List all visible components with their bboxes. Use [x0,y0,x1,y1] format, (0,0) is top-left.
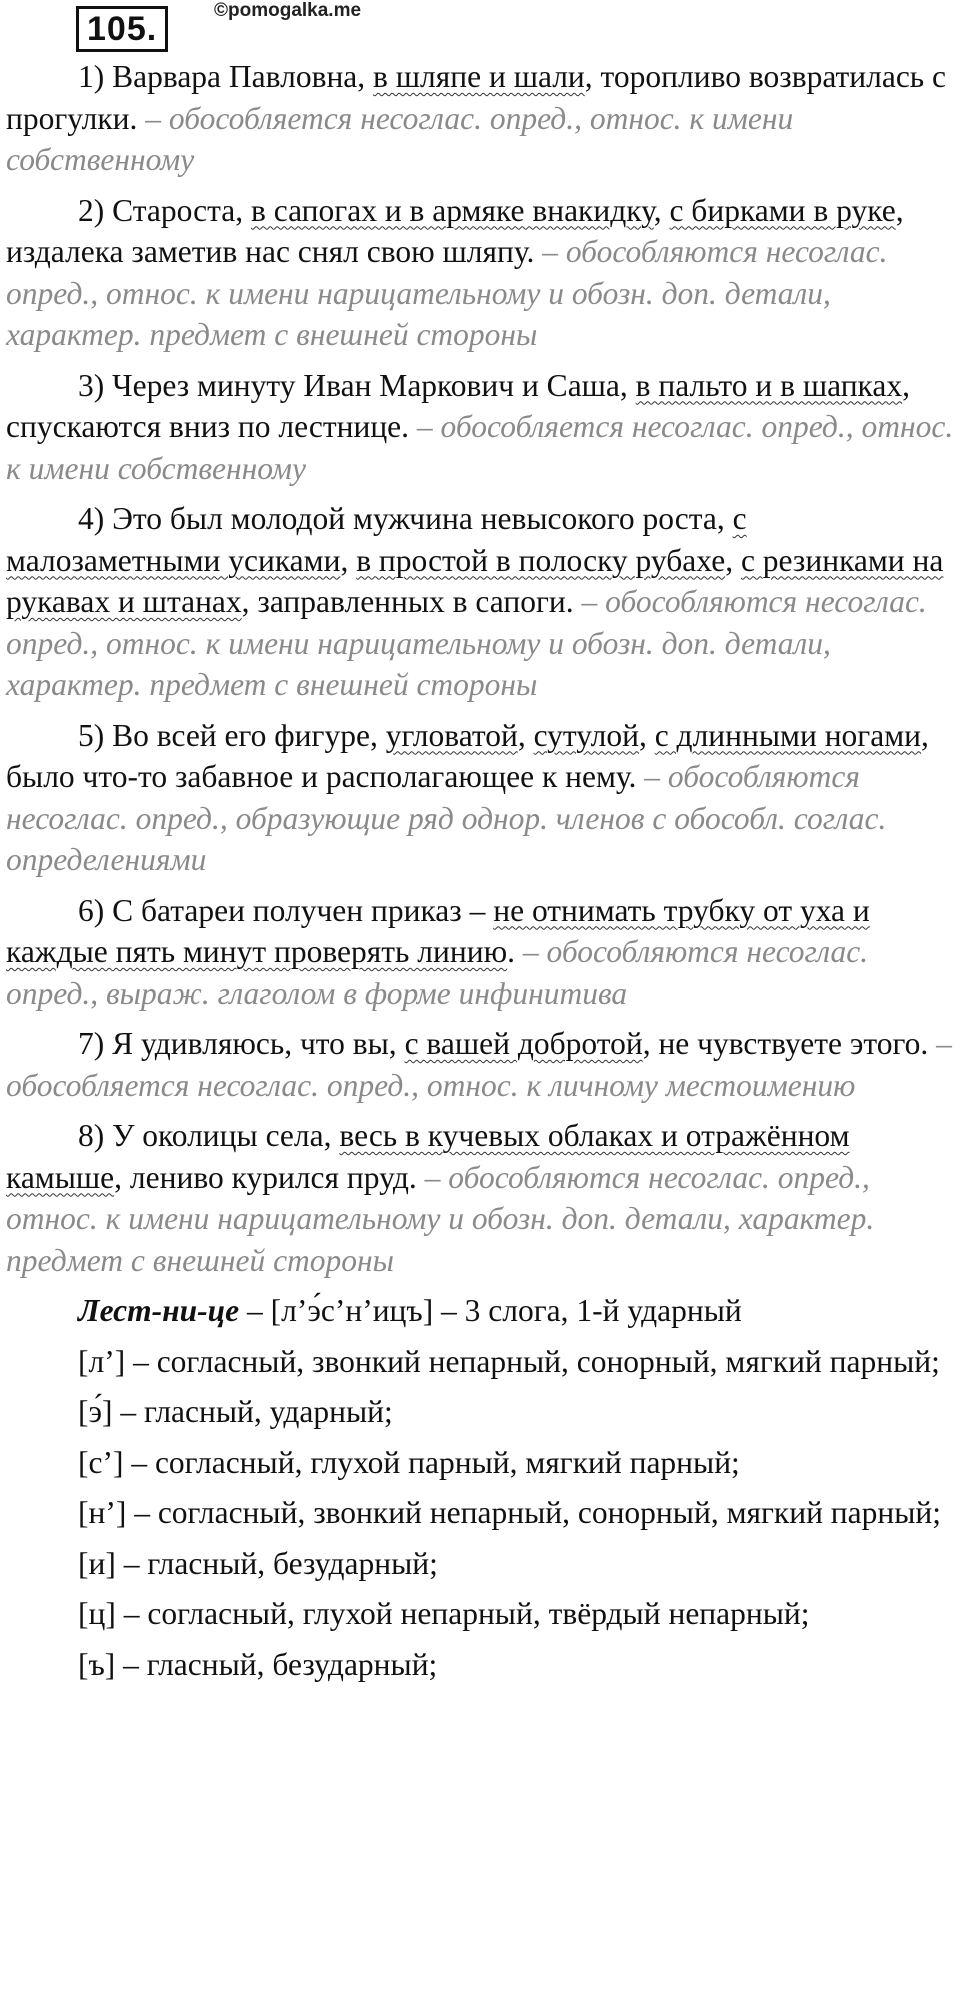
underlined-phrase: с длинными ногами [654,717,921,753]
underlined-phrase: в пальто и в шапках [635,367,903,403]
sentence-text: Это был молодой мужчина невысокого роста, [112,501,733,536]
sentence-2 [6,190,954,356]
item-number: 2) [78,192,105,228]
sentence-text: , [638,717,655,753]
sentence-text: , заправленных в сапоги. [241,584,582,619]
underlined-phrase: не отнимать трубку от уха и каждые пять минут проверять линию [6,892,870,969]
underlined-phrase: с малозаметными усиками [6,501,747,578]
sentence-text: У околицы села, [112,1118,340,1153]
sound-line: [л’] – согласный, звонкий непарный, сонорный, мягкий парный; [78,1343,940,1379]
item-number: 1) [78,59,105,94]
underlined-phrase: весь в кучевых облаках и отражённом камыше [6,1118,850,1195]
underlined-phrase: угловатой [385,717,518,753]
item-number: 6) [78,892,105,928]
sound-line: [э́] – гласный, ударный; [78,1394,393,1429]
sound-line: [ъ] – гласный, безударный; [78,1646,438,1682]
sentence-text: Я удивляюсь, что вы, [112,1026,405,1061]
underlined-phrase: в шляпе и шали [373,59,585,94]
sentence-8 [6,1115,954,1281]
item-number: 4) [78,501,105,536]
watermark: ©pomogalka.me [214,0,362,21]
item-number: 7) [78,1026,105,1061]
underlined-phrase: с вашей добротой [404,1026,643,1061]
grammar-comment: – обособляется несоглас. опред., относ. к имени собственному [6,409,954,486]
content [6,56,954,1694]
item-number: 8) [78,1118,105,1153]
analyzed-word: Лест-ни-це [78,1293,240,1328]
header [0,0,960,60]
sentence-text: . [507,934,523,969]
sound-line: [и] – гласный, безударный; [78,1545,438,1581]
sentence-1 [6,56,954,181]
sentence-text: , было что-то забавное и располагающее к нему. [6,717,929,794]
underlined-phrase: в простой в полоску рубахе [356,542,726,578]
item-number: 3) [78,367,105,403]
sentence-text: , не чувствуете этого. [642,1026,937,1061]
underlined-phrase: с бирками в руке [669,192,896,228]
sentence-text: , [517,717,534,753]
transcription: – [л’э́с’н’ицъ] – 3 слога, 1-й ударный [239,1293,742,1328]
sentence-text: , лениво курился пруд. [114,1159,425,1195]
sound-line: [ц] – согласный, глухой непарный, твёрдый непарный; [78,1596,810,1631]
grammar-comment: – обособляются несоглас. опред., относ. к имени нарицательному и обозн. доп. детали, характер. предмет с внешней стороны [6,1159,875,1278]
sentence-4 [6,498,954,706]
phonetic-analysis-heading [6,1290,954,1332]
sentence-text: , [653,192,670,228]
sentence-text: , спускаются вниз по лестнице. [6,367,910,444]
grammar-comment: – обособляются несоглас. опред., выраж. глаголом в форме инфинитива [6,934,869,1011]
sound-line: [н’] – согласный, звонкий непарный, сонорный, мягкий парный; [78,1495,942,1530]
sentence-text: , [725,542,741,578]
sound-line: [с’] – согласный, глухой парный, мягкий парный; [78,1444,740,1480]
grammar-comment: – обособляются несоглас. опред., относ. к имени нарицательному и обозн. доп. детали, характер. предмет с внешней стороны [6,234,888,352]
sentence-text: С батареи получен приказ – [112,892,494,928]
sentence-text: Староста, [112,192,251,228]
sentence-6 [6,890,954,1015]
underlined-phrase: с резинками на рукавах и штанах [6,542,944,619]
item-number: 5) [78,717,105,753]
underlined-phrase: в сапогах и в армяке внакидку [251,192,654,228]
sentence-text: Во всей его фигуре, [112,717,386,753]
grammar-comment: – обособляется несоглас. опред., относ. к личному местоимению [6,1026,952,1103]
sentence-3 [6,365,954,490]
sentence-7 [6,1023,954,1106]
sentence-text: Варвара Павловна, [112,59,374,94]
sentence-text: , издалека заметив нас снял свою шляпу. [6,192,904,269]
sentence-text: , [340,542,357,578]
sentence-5 [6,715,954,881]
grammar-comment: – обособляется несоглас. опред., относ. к имени собственному [6,100,794,177]
task-number: 105. [76,6,168,52]
underlined-phrase: сутулой [533,717,639,753]
grammar-comment: – обособляются несоглас. опред., образующие ряд однор. членов с обособл. соглас. определениями [6,759,887,877]
grammar-comment: – обособляются несоглас. опред., относ. к имени нарицательному и обозн. доп. детали, характер. предмет с внешней стороны [6,584,927,702]
sentence-text: Через минуту Иван Маркович и Саша, [112,367,636,403]
sentence-text: , торопливо возвратилась с прогулки. [6,59,947,136]
